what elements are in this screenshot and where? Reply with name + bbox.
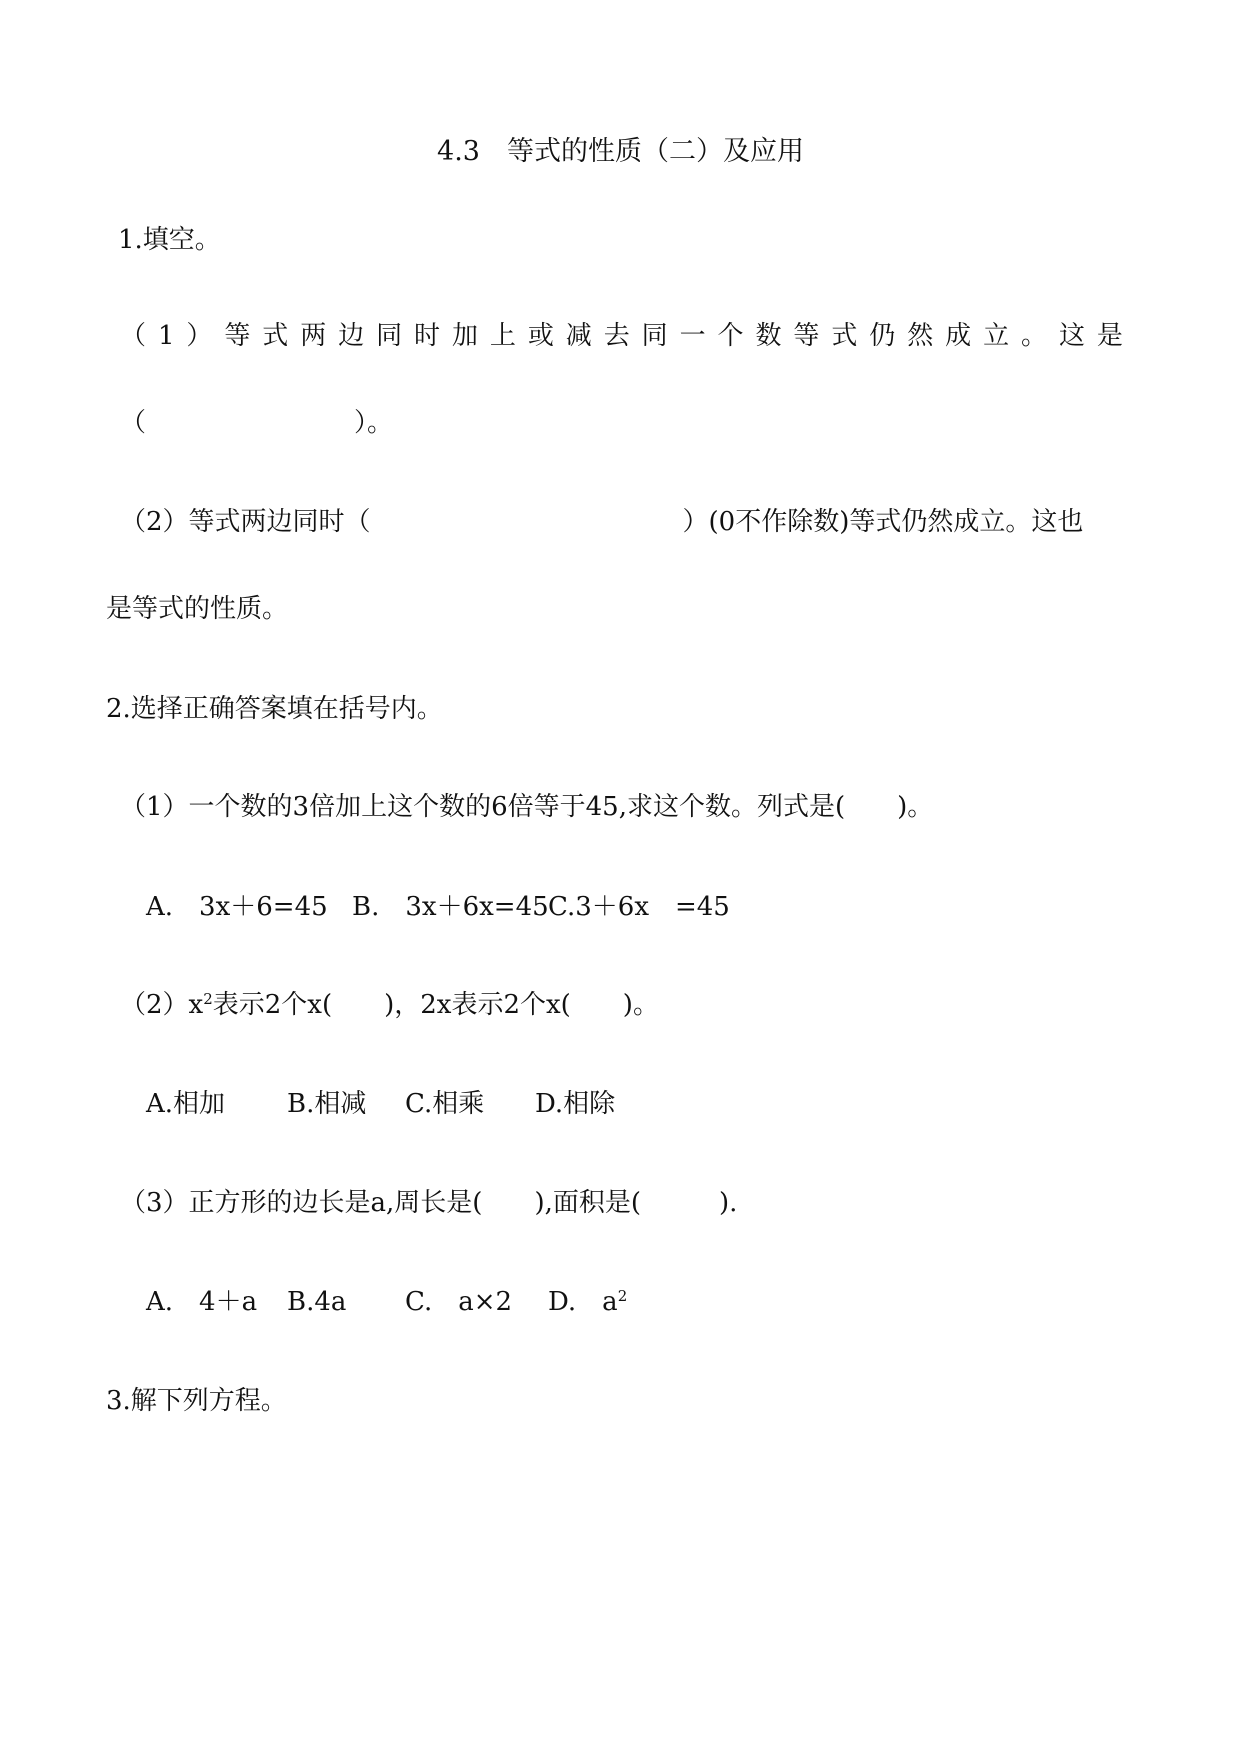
q2-item3-option-a: A. 4＋a [146, 1287, 258, 1317]
q1-item1-char: 是 [1096, 321, 1123, 351]
q1-item1-char: 两 [300, 321, 327, 351]
q1-item1-char: 上 [489, 321, 516, 351]
q1-item1-blank-line: （ ）。 [120, 408, 394, 438]
q1-item1-char: 同 [641, 321, 668, 351]
q1-item1-line1 [120, 318, 1123, 354]
q1-item2-line2: 是等式的性质。 [106, 594, 289, 624]
q2-item3-option-b: B.4a [287, 1287, 347, 1317]
q1-heading: 1.填空。 [118, 225, 221, 255]
q2-item2 [120, 987, 659, 1023]
q2-item3-option-d-superscript: 2 [617, 1287, 628, 1305]
q2-item1-option-b: B. 3x＋6x=45 [352, 892, 549, 922]
q1-item1-char: 等 [793, 321, 820, 351]
q2-item2-option-d: D.相除 [535, 1089, 616, 1119]
q1-item2-line1: （2）等式两边同时（ ）(0不作除数)等式仍然成立。这也 [120, 507, 1084, 537]
q2-item2-option-b: B.相减 [287, 1089, 367, 1119]
q2-item2-option-c: C.相乘 [405, 1089, 485, 1119]
q1-item1-char: 。 [1021, 321, 1048, 351]
q1-item1-char: 数 [755, 321, 782, 351]
q1-item1-char: 时 [414, 321, 441, 351]
q1-item1-char: 仍 [869, 321, 896, 351]
q2-item3-option-d-text: D. a [548, 1287, 618, 1317]
q1-item1-char: 式 [262, 321, 289, 351]
q2-item2-superscript: 2 [203, 990, 213, 1008]
q1-item1-char: 去 [603, 321, 630, 351]
q1-item1-char: 一 [679, 321, 706, 351]
q1-item1-char: 个 [717, 321, 744, 351]
q1-item1-char: 边 [338, 321, 365, 351]
q1-item1-char: 减 [565, 321, 592, 351]
q1-item1-char: 1 [157, 321, 175, 351]
q2-item2-suffix: 表示2个x( )，2x表示2个x( )。 [212, 990, 659, 1020]
q1-item1-char: ） [186, 321, 213, 351]
q2-item1-option-c: C.3＋6x =45 [548, 892, 730, 922]
q1-item1-char: 等 [224, 321, 251, 351]
q1-item1-char: 同 [376, 321, 403, 351]
q1-item1-char: 立 [983, 321, 1010, 351]
q3-heading: 3.解下列方程。 [106, 1386, 287, 1416]
q2-item1: （1）一个数的3倍加上这个数的6倍等于45,求这个数。列式是( )。 [120, 792, 934, 822]
q2-item2-prefix: （2）x [120, 990, 204, 1020]
q2-item1-option-a: A. 3x＋6=45 [146, 892, 328, 922]
q1-item1-char: 式 [831, 321, 858, 351]
q1-item1-char: 或 [527, 321, 554, 351]
q2-item2-option-a: A.相加 [146, 1089, 226, 1119]
q1-item1-char: 成 [945, 321, 972, 351]
q1-item1-char: 然 [907, 321, 934, 351]
q2-item3-option-d [548, 1284, 627, 1320]
q2-heading: 2.选择正确答案填在括号内。 [106, 694, 443, 724]
worksheet-title: 4.3 等式的性质（二）及应用 [437, 136, 804, 167]
q1-item1-char: 这 [1058, 321, 1085, 351]
q1-item1-char: 加 [451, 321, 478, 351]
q2-item3-option-c: C. a×2 [405, 1287, 513, 1317]
q1-item1-char: （ [120, 321, 147, 351]
q2-item3: （3）正方形的边长是a,周长是( ),面积是( ). [120, 1188, 738, 1218]
